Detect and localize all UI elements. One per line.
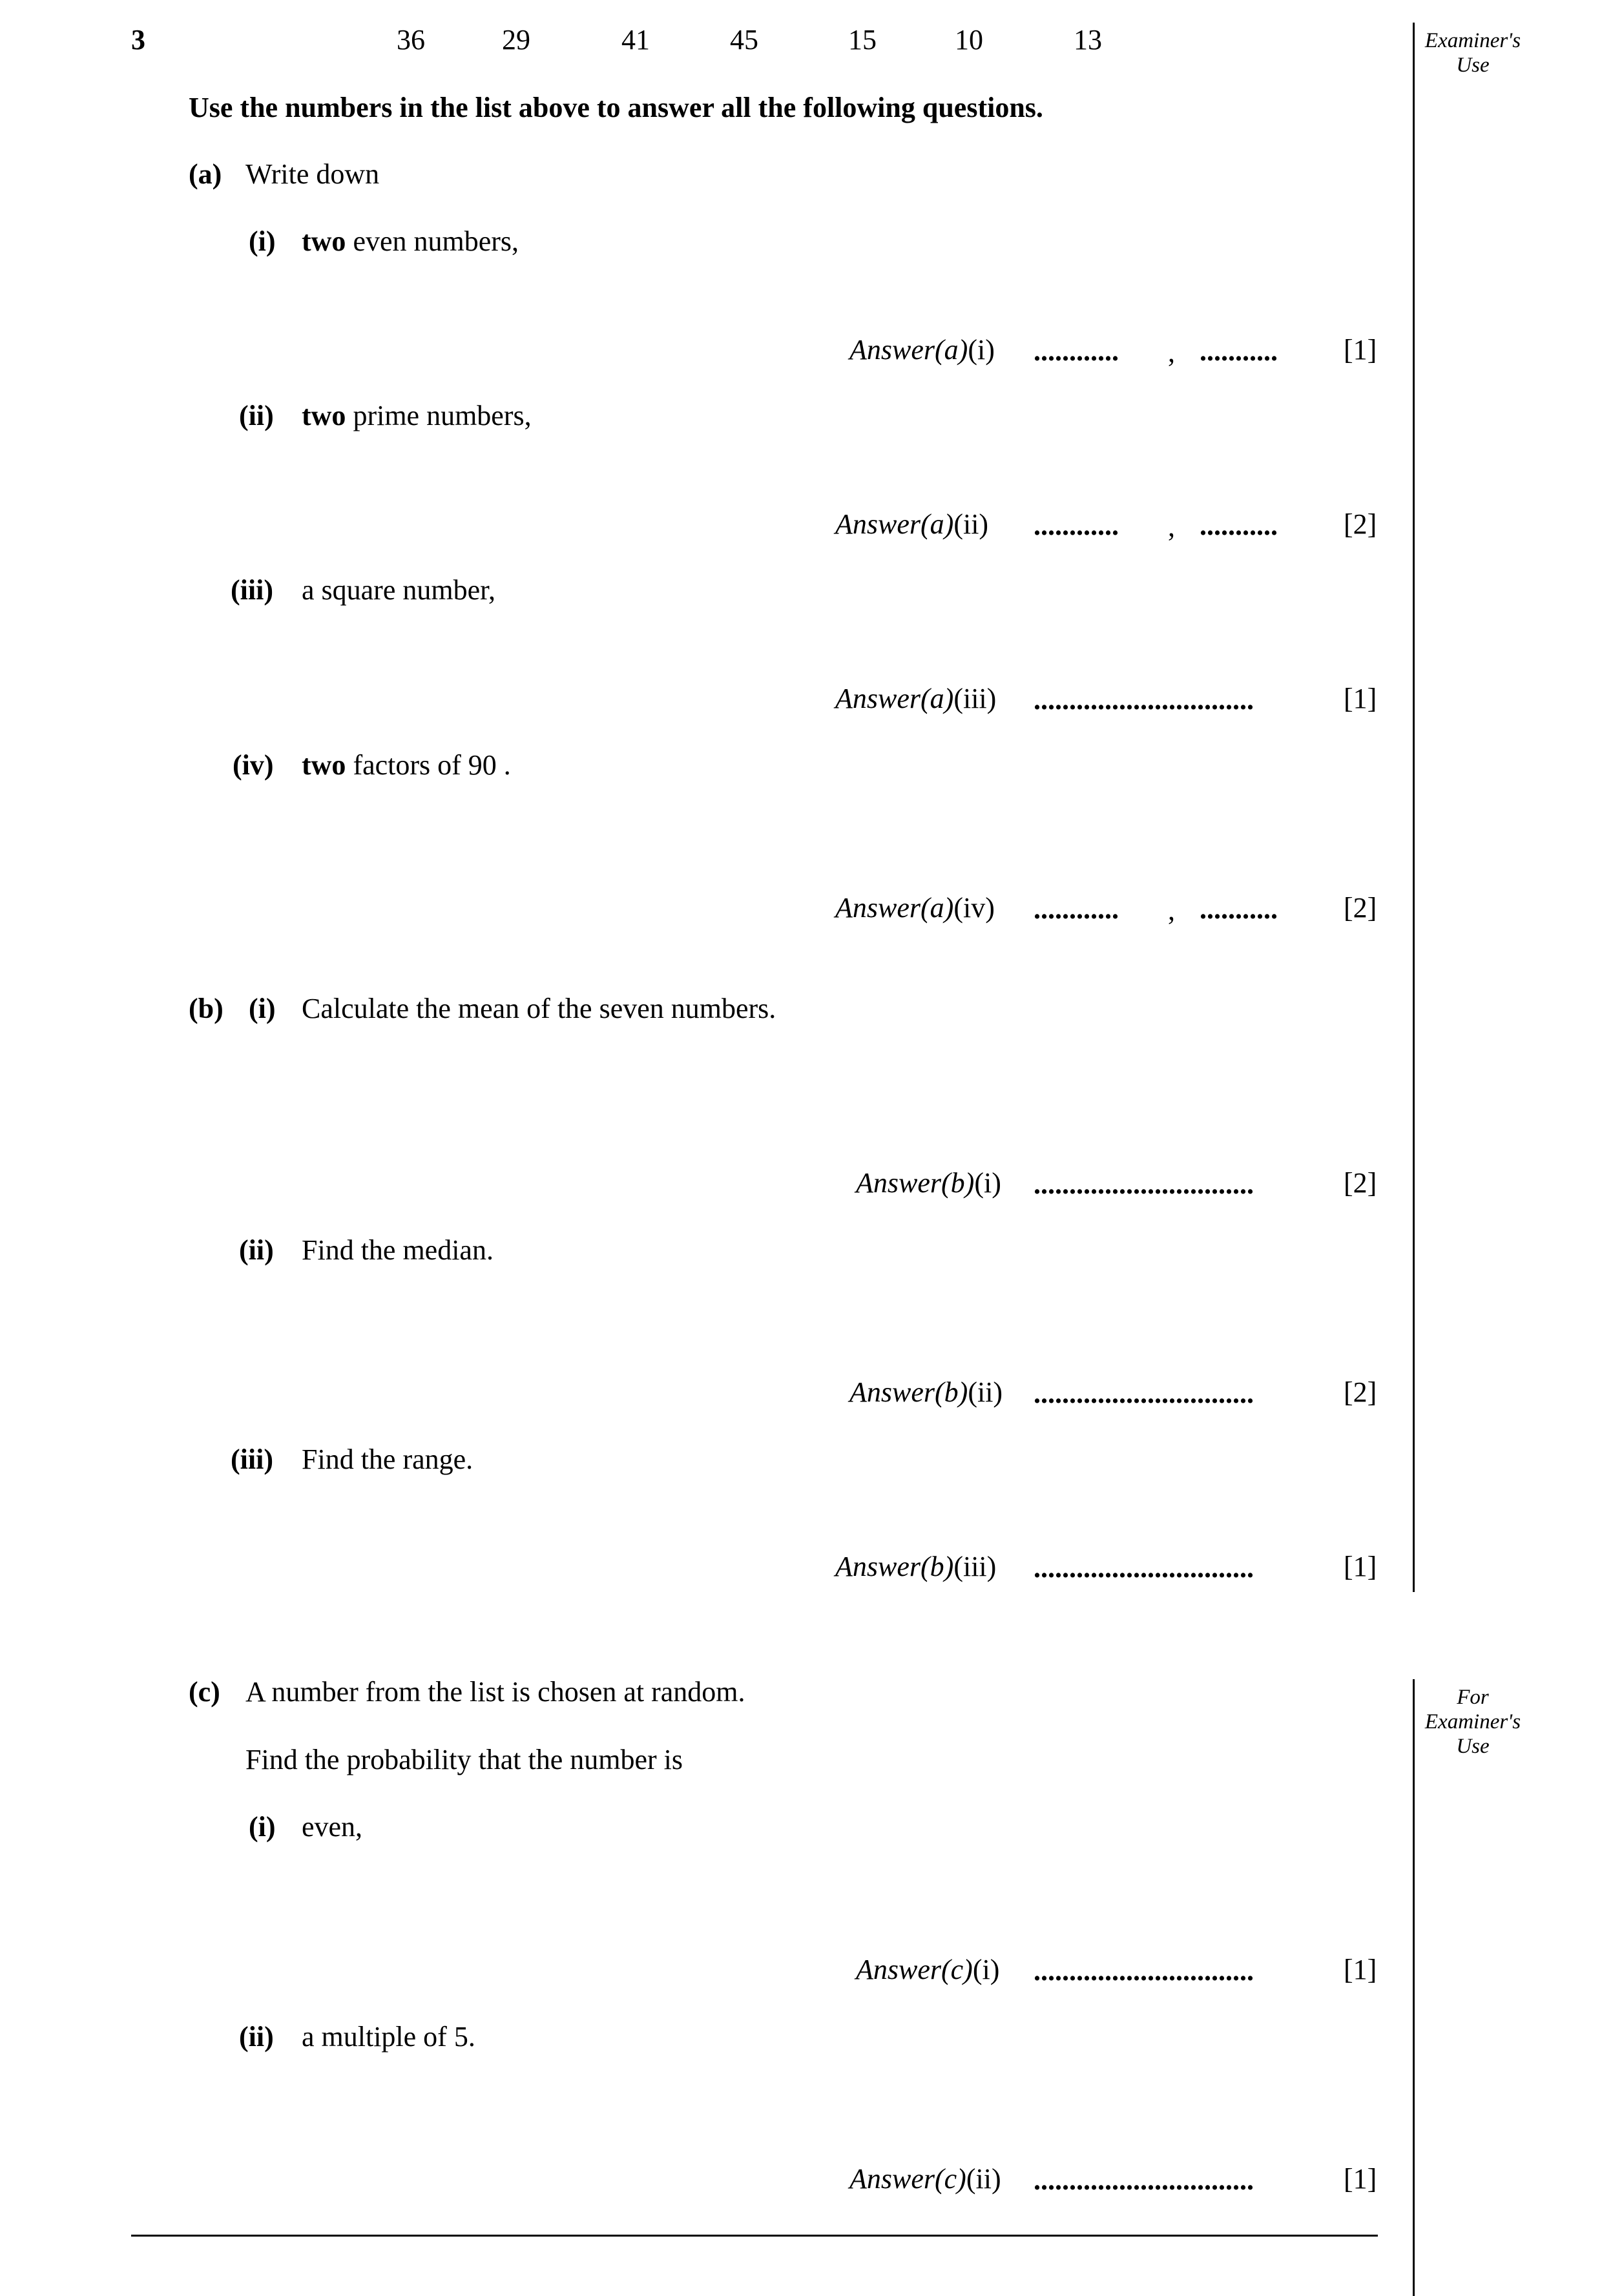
answer-blank[interactable]: ...........	[1200, 510, 1278, 541]
question-text: Find the range.	[302, 1443, 473, 1475]
answer-label: Answer(c)(i)	[856, 1954, 1000, 1985]
question-text: a multiple of 5.	[302, 2021, 475, 2053]
answer-label: Answer(a)(iv)	[835, 892, 995, 924]
examiner-use-label: For Examiner's Use	[1424, 1686, 1521, 1758]
answer-blank[interactable]: ...............................	[1034, 1552, 1254, 1584]
part-c-intro-2: Find the probability that the number is	[245, 1744, 683, 1775]
list-number: 36	[397, 24, 425, 56]
question-text: two even numbers,	[302, 225, 519, 257]
answer-label: Answer(a)(ii)	[835, 508, 989, 540]
list-number: 15	[848, 24, 877, 56]
answer-blank[interactable]: ............	[1034, 893, 1119, 925]
list-number: 13	[1074, 24, 1102, 56]
question-text: two prime numbers,	[302, 400, 532, 431]
answer-blank[interactable]: ...............................	[1034, 684, 1254, 716]
mark-allocation: [2]	[1344, 892, 1377, 924]
question-text: Calculate the mean of the seven numbers.	[302, 993, 776, 1024]
answer-label: Answer(a)(iii)	[835, 683, 997, 714]
question-number: 3	[131, 24, 145, 56]
sub-label: (i)	[249, 225, 276, 257]
answer-blank[interactable]: ...............................	[1034, 1378, 1254, 1409]
answer-blank[interactable]: ...........	[1200, 335, 1278, 367]
answer-blank[interactable]: ............	[1034, 335, 1119, 367]
part-c-intro: A number from the list is chosen at random.	[245, 1676, 745, 1708]
mark-allocation: [1]	[1344, 334, 1377, 366]
sub-label: (i)	[249, 1811, 276, 1843]
answer-label: Answer(b)(i)	[856, 1167, 1001, 1199]
mark-allocation: [1]	[1344, 1954, 1377, 1985]
sub-label: (i)	[249, 993, 276, 1024]
sub-label: (iii)	[231, 574, 273, 606]
sub-label: (ii)	[239, 1234, 274, 1266]
instruction: Use the numbers in the list above to answer all the following questions.	[189, 92, 1043, 123]
mark-allocation: [1]	[1344, 683, 1377, 714]
mark-allocation: [1]	[1344, 1551, 1377, 1582]
answer-label: Answer(b)(iii)	[835, 1551, 997, 1582]
question-text: a square number,	[302, 574, 496, 606]
answer-blank[interactable]: ...............................	[1034, 1168, 1254, 1200]
bottom-rule	[131, 2235, 1378, 2237]
question-text: Find the median.	[302, 1234, 494, 1266]
list-number: 41	[621, 24, 650, 56]
sub-label: (iv)	[233, 749, 274, 781]
part-c-label: (c)	[189, 1676, 220, 1708]
answer-comma: ,	[1168, 511, 1175, 543]
sub-label: (ii)	[239, 2021, 274, 2053]
mark-allocation: [2]	[1344, 1167, 1377, 1199]
examiner-margin-line	[1413, 23, 1415, 1592]
mark-allocation: [2]	[1344, 1376, 1377, 1408]
examiner-margin-line	[1413, 1679, 1415, 2296]
answer-blank[interactable]: ...............................	[1034, 1955, 1254, 1987]
answer-blank[interactable]: ...............................	[1034, 2164, 1254, 2196]
list-number: 10	[955, 24, 983, 56]
list-number: 29	[502, 24, 530, 56]
mark-allocation: [2]	[1344, 508, 1377, 540]
answer-comma: ,	[1168, 336, 1175, 368]
mark-allocation: [1]	[1344, 2163, 1377, 2195]
answer-label: Answer(c)(ii)	[849, 2163, 1001, 2195]
part-b-label: (b)	[189, 993, 224, 1024]
list-number: 45	[730, 24, 758, 56]
part-a-label: (a)	[189, 158, 222, 190]
examiner-use-label: Examiner's Use	[1424, 29, 1521, 77]
question-text: even,	[302, 1811, 363, 1843]
answer-blank[interactable]: ...........	[1200, 893, 1278, 925]
sub-label: (ii)	[239, 400, 274, 431]
sub-label: (iii)	[231, 1443, 273, 1475]
answer-comma: ,	[1168, 895, 1175, 926]
answer-label: Answer(b)(ii)	[849, 1376, 1003, 1408]
answer-blank[interactable]: ............	[1034, 510, 1119, 541]
part-a-intro: Write down	[245, 158, 380, 190]
question-text: two factors of 90 .	[302, 749, 511, 781]
answer-label: Answer(a)(i)	[849, 334, 995, 366]
